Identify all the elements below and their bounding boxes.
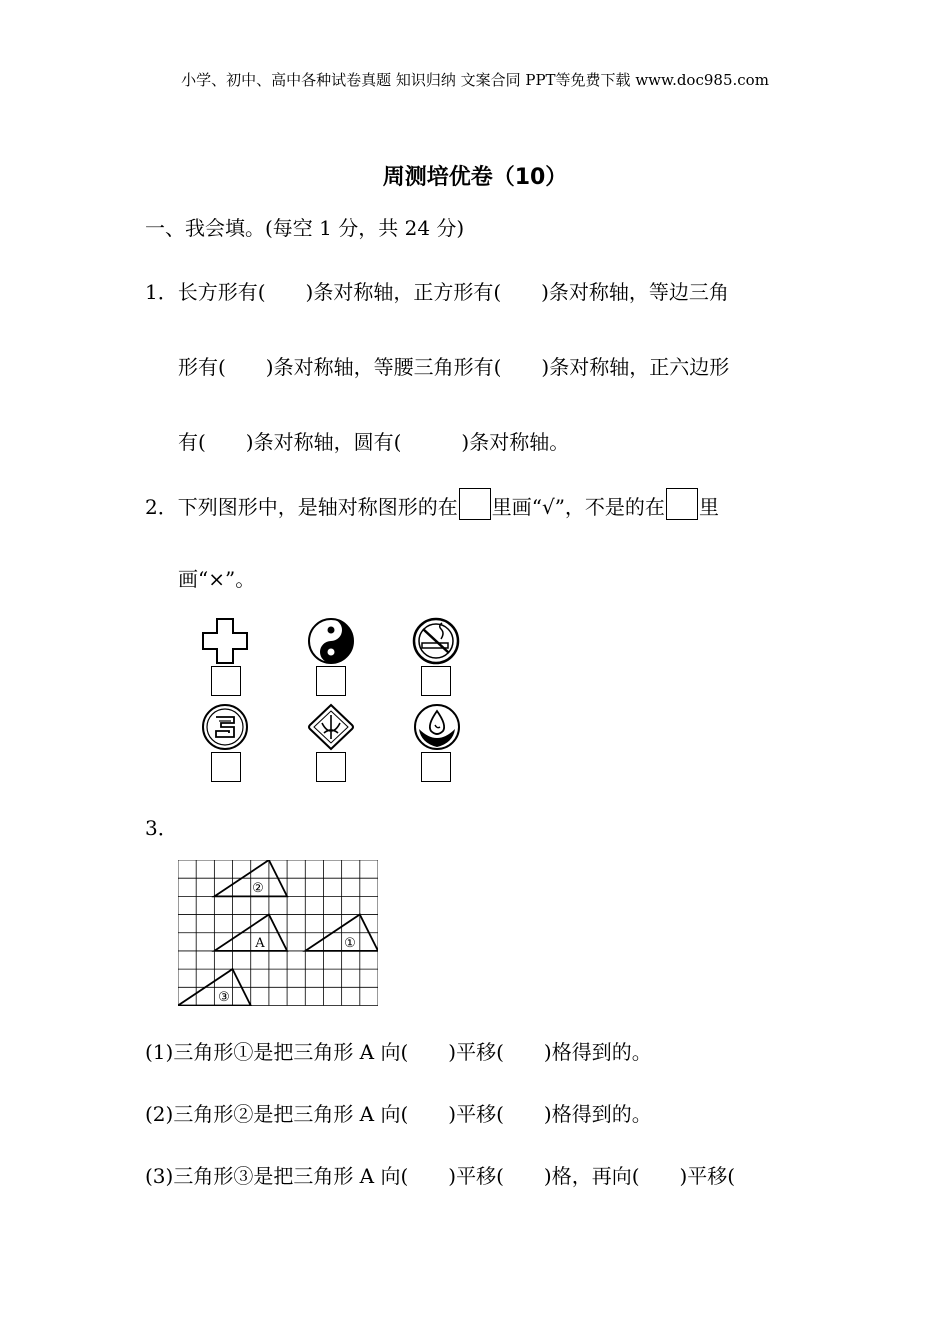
answer-box[interactable] bbox=[421, 752, 451, 782]
q1-line1: 1．长方形有( )条对称轴，正方形有( )条对称轴，等边三角 bbox=[145, 280, 729, 304]
yin-yang-icon bbox=[307, 617, 355, 665]
cross-icon bbox=[201, 617, 249, 665]
page-header: 小学、初中、高中各种试卷真题 知识归纳 文案合同 PPT等免费下载 www.doc985.com bbox=[181, 71, 769, 89]
translation-grid bbox=[178, 860, 378, 1006]
q2-line1 bbox=[145, 488, 719, 520]
q3-sub2: (2)三角形②是把三角形 A 向( )平移( )格得到的。 bbox=[145, 1102, 652, 1126]
answer-box[interactable] bbox=[211, 666, 241, 696]
section-heading: 一、我会填。(每空 1 分，共 24 分) bbox=[145, 216, 465, 240]
q2-text-c: 里 bbox=[698, 495, 719, 519]
answer-box[interactable] bbox=[316, 666, 346, 696]
q2-line2: 画“×”。 bbox=[178, 567, 256, 591]
q1-line2: 形有( )条对称轴，等腰三角形有( )条对称轴，正六边形 bbox=[178, 355, 730, 379]
q2-text-a: 2．下列图形中，是轴对称图形的在 bbox=[145, 495, 458, 519]
q2-text-b: 里画“√”，不是的在 bbox=[491, 495, 665, 519]
inline-answer-box bbox=[459, 488, 491, 520]
q3-sub3: (3)三角形③是把三角形 A 向( )平移( )格，再向( )平移( bbox=[145, 1164, 736, 1188]
q3-number: 3． bbox=[145, 816, 178, 840]
coin-emblem-icon bbox=[201, 703, 249, 751]
no-smoking-icon bbox=[411, 617, 461, 665]
label-2: ② bbox=[252, 881, 264, 896]
inline-answer-box bbox=[666, 488, 698, 520]
q1-line3: 有( )条对称轴，圆有( )条对称轴。 bbox=[178, 430, 570, 454]
answer-box[interactable] bbox=[421, 666, 451, 696]
label-1: ① bbox=[344, 936, 356, 951]
shield-emblem-icon bbox=[306, 703, 356, 751]
answer-box[interactable] bbox=[211, 752, 241, 782]
q3-sub1: (1)三角形①是把三角形 A 向( )平移( )格得到的。 bbox=[145, 1040, 652, 1064]
label-a: A bbox=[255, 936, 265, 951]
page-title: 周测培优卷（10） bbox=[382, 165, 568, 190]
label-3: ③ bbox=[218, 990, 230, 1005]
answer-box[interactable] bbox=[316, 752, 346, 782]
water-drop-emblem-icon bbox=[413, 703, 461, 751]
